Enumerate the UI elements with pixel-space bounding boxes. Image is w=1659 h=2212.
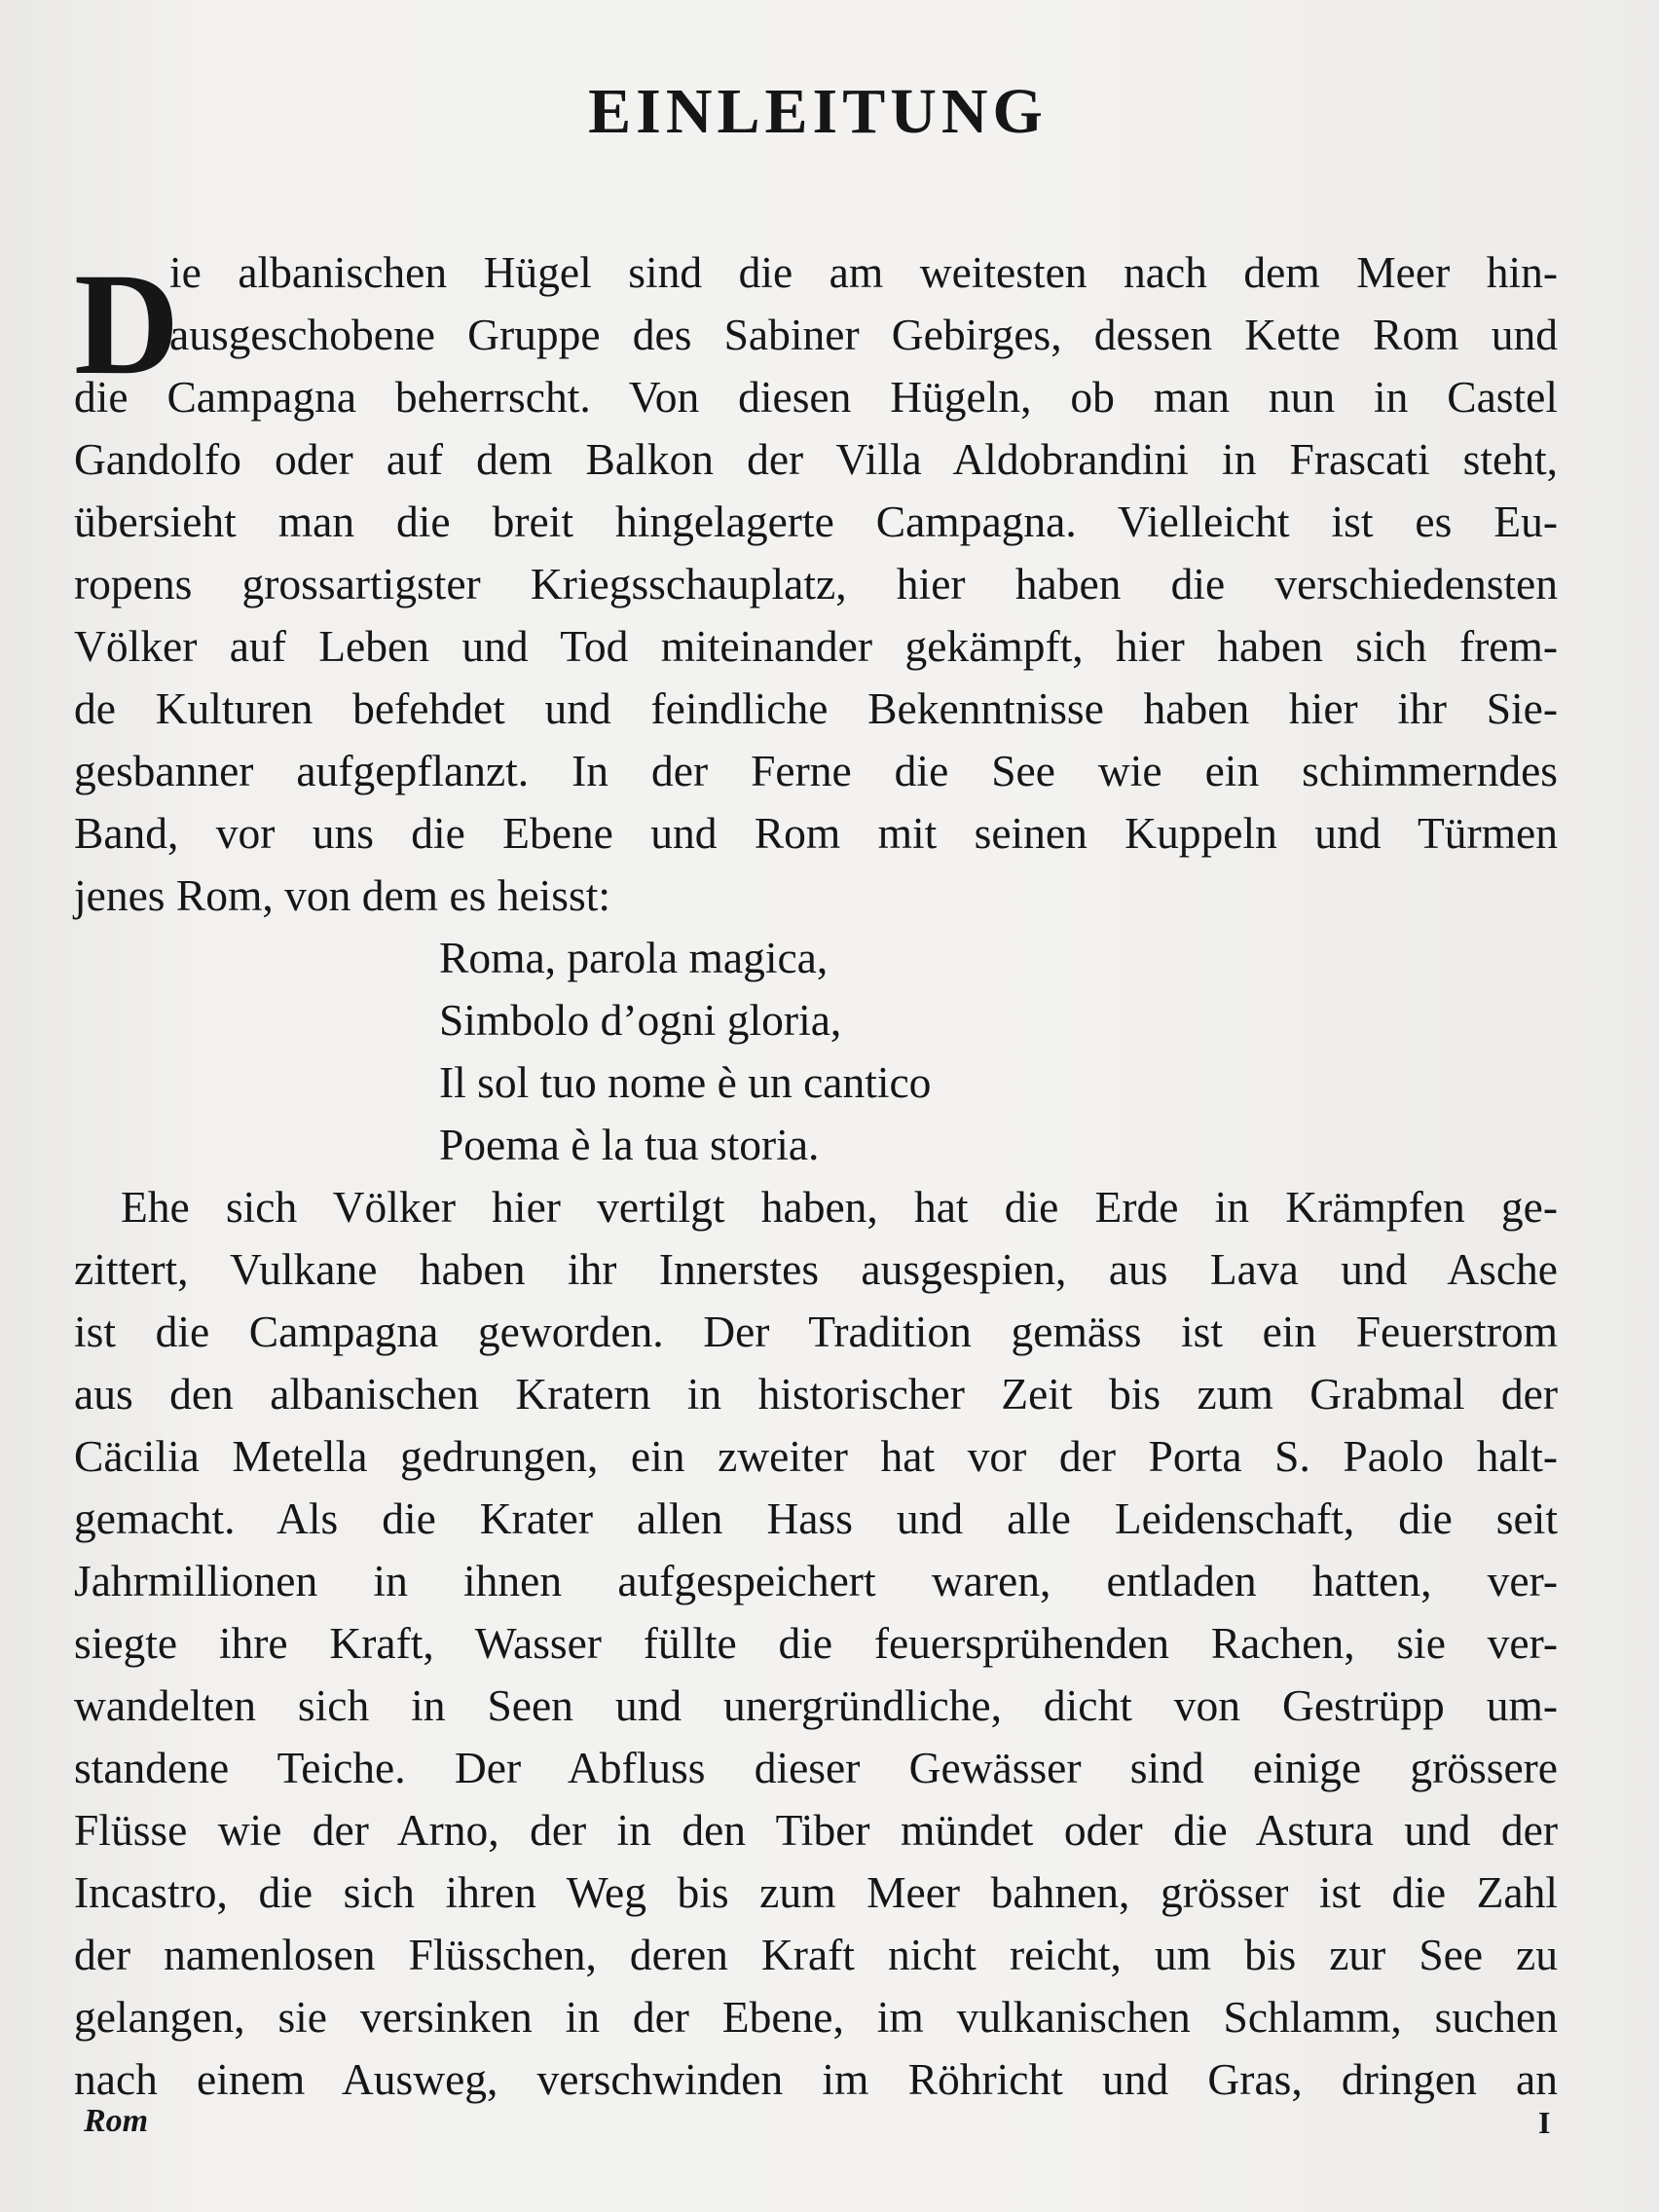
text-line: Incastro, die sich ihren Weg bis zum Meer bahnen, grösser ist die Zahl: [74, 1867, 1558, 1917]
text-line: gesbanner aufgepflanzt. In der Ferne die See wie ein schimmerndes: [74, 746, 1558, 795]
text-line: nach einem Ausweg, verschwinden im Röhricht und Gras, dringen an: [74, 2054, 1558, 2104]
text-line: ropens grossartigster Kriegsschauplatz, hier haben die verschiedensten: [74, 559, 1558, 608]
text-line: Gandolfo oder auf dem Balkon der Villa Aldobrandini in Frascati steht,: [74, 434, 1558, 484]
drop-cap: D: [74, 243, 180, 405]
text-line: gemacht. Als die Krater allen Hass und alle Leidenschaft, die seit: [74, 1493, 1558, 1543]
body-text: [74, 241, 1558, 2111]
text-line: Band, vor uns die Ebene und Rom mit seinen Kuppeln und Türmen: [74, 808, 1558, 858]
text-line: Flüsse wie der Arno, der in den Tiber mündet oder die Astura und der: [74, 1805, 1558, 1855]
text-line: ist die Campagna geworden. Der Tradition gemäss ist ein Feuerstrom: [74, 1307, 1558, 1356]
text-line: ausgeschobene Gruppe des Sabiner Gebirges, dessen Kette Rom und: [169, 310, 1558, 359]
chapter-title: EINLEITUNG: [588, 76, 1048, 147]
text-line: standene Teiche. Der Abfluss dieser Gewässer sind einige grössere: [74, 1743, 1558, 1792]
verse-line: Simbolo d’ogni gloria,: [439, 995, 842, 1045]
text-line: ie albanischen Hügel sind die am weitesten nach dem Meer hin-: [169, 247, 1558, 297]
text-line: gelangen, sie versinken in der Ebene, im vulkanischen Schlamm, suchen: [74, 1992, 1558, 2042]
text-line: die Campagna beherrscht. Von diesen Hügeln, ob man nun in Castel: [74, 372, 1558, 422]
text-line: aus den albanischen Kratern in historischer Zeit bis zum Grabmal der: [74, 1369, 1558, 1419]
text-line: siegte ihre Kraft, Wasser füllte die feuersprühenden Rachen, sie ver-: [74, 1618, 1558, 1668]
text-line: jenes Rom, von dem es heisst:: [74, 870, 610, 920]
signature-mark: Rom: [84, 2103, 149, 2139]
text-line: Jahrmillionen in ihnen aufgespeichert waren, entladen hatten, ver-: [74, 1556, 1558, 1605]
text-line: zittert, Vulkane haben ihr Innerstes ausgespien, aus Lava und Asche: [74, 1244, 1558, 1294]
text-line: Völker auf Leben und Tod miteinander gekämpft, hier haben sich frem-: [74, 621, 1558, 671]
text-line: Cäcilia Metella gedrungen, ein zweiter hat vor der Porta S. Paolo halt-: [74, 1431, 1558, 1481]
verse-line: Il sol tuo nome è un cantico: [439, 1057, 932, 1107]
text-line: de Kulturen befehdet und feindliche Bekenntnisse haben hier ihr Sie-: [74, 683, 1558, 733]
text-line: wandelten sich in Seen und unergründliche, dicht von Gestrüpp um-: [74, 1680, 1558, 1730]
verse-line: Poema è la tua storia.: [439, 1120, 820, 1169]
text-line: übersieht man die breit hingelagerte Campagna. Vielleicht ist es Eu-: [74, 497, 1558, 546]
verse-line: Roma, parola magica,: [439, 933, 829, 982]
page-number: I: [1538, 2105, 1551, 2140]
text-line: der namenlosen Flüsschen, deren Kraft nicht reicht, um bis zur See zu: [74, 1930, 1558, 1979]
text-line: Ehe sich Völker hier vertilgt haben, hat die Erde in Krämpfen ge-: [121, 1182, 1558, 1232]
